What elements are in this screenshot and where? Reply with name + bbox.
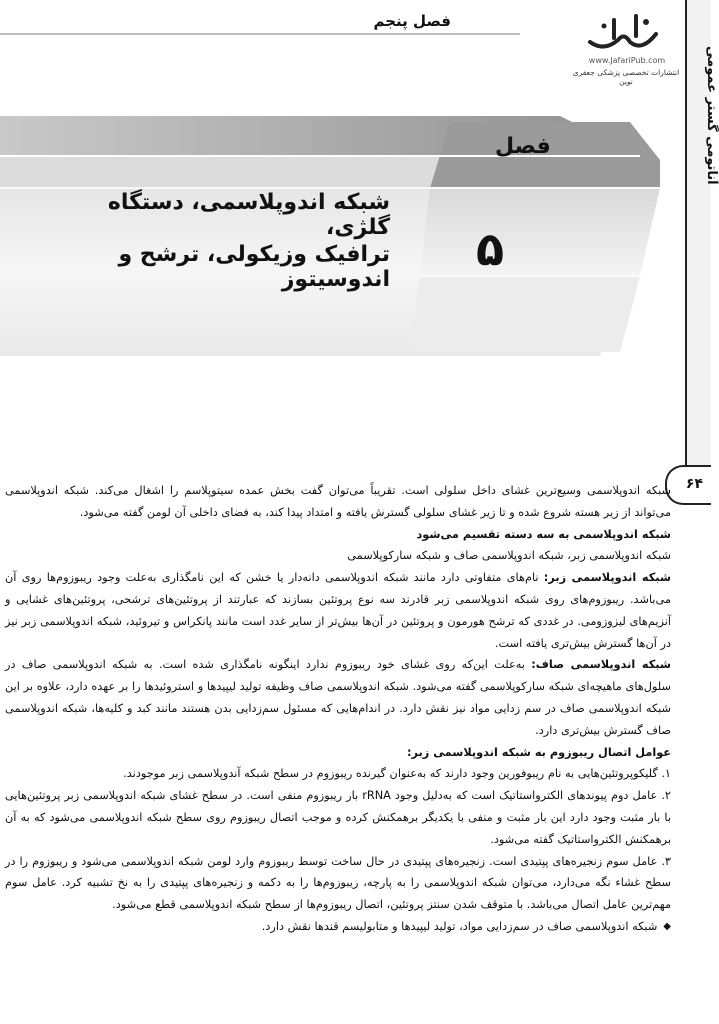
list-item: ۳. عامل سوم زنجیره‌های پپتیدی است. زنجیره‌های پپتیدی در حال ساخت توسط ریبوزوم وارد لومن شبکه اندوپلاسمی می‌شود و ریبوزوم را در سطح غشاء نگه می‌دارد، می‌توان شبکه اندوپلاسمی را به پارچه، ریبوزوم‌ها را به دکمه و زنجیره‌های پپتیدی را به نخ تشبیه کرد. عامل سوم مهم‌ترین عامل اتصال می‌باشد. با متوقف شدن سنتز پروتئین، اتصال ریبوزوم‌ها از سطح شبکه اندوپلاسمی قطع می‌شود. <box>5 854 671 912</box>
factors-heading: عوامل اتصال ریبوزوم به شبکه اندوپلاسمی زبر: <box>407 745 671 759</box>
smooth-er-term: شبکه اندوپلاسمی صاف: <box>531 658 671 672</box>
chapter-number: ۵ <box>476 222 505 276</box>
logo-mark <box>584 12 664 54</box>
publisher-logo <box>566 12 678 84</box>
body-text <box>5 480 671 938</box>
chapter-header: فصل پنجم <box>373 12 451 30</box>
factors-list <box>5 763 671 916</box>
note-text: شبکه اندوپلاسمی صاف در سم‌زدایی مواد، تولید لیپیدها و متابولیسم قندها نقش دارد. <box>261 919 658 933</box>
types-list: شبکه اندوپلاسمی زبر، شبکه اندوپلاسمی صاف و شبکه سارکوپلاسمی <box>347 549 671 563</box>
page-number: ۶۴ <box>685 476 703 492</box>
rough-er-term: شبکه اندوپلاسمی زبر: <box>543 571 672 585</box>
logo-mark-text: جعفری <box>584 12 587 13</box>
rough-er-paragraph <box>5 567 671 654</box>
smooth-er-text: به‌علت این‌که روی غشای خود ریبوزوم ندارد اینگونه نامگذاری شده است. به شبکه اندوپلاسمی صاف در سلول‌های ماهیچه‌ای شبکه سارکوپلاسمی گفته می‌شود. شبکه اندوپلاسمی صاف وظیفه تولید لیپیدها و استروئیدها را بر عهده دارد، علاوه بر این شبکه اندوپلاسمی صاف در سم زدایی مواد نیز نقش دارد. در اندام‌هایی که مسئول سم‌زدایی بدن هستند مانند کبد و کلیه‌ها، شبکه اندوپلاسمی صاف گسترش بیش‌تری دارد. <box>5 658 671 737</box>
diamond-bullet-icon: ◆ <box>663 920 671 932</box>
smooth-er-paragraph <box>5 654 671 741</box>
intro-paragraph: شبکه اندوپلاسمی وسیع‌ترین غشای داخل سلولی است. تقریباً می‌توان گفت بخش عمده سیتوپلاسم را اشغال می‌کند. شبکه اندوپلاسمی می‌تواند از زیر هسته شروع شده و تا زیر غشای سلولی گسترش یافته و امتداد پیدا کند، به فضای داخلی آن لومن گفته می‌شود. <box>5 484 671 519</box>
note-bullet <box>5 916 671 938</box>
logo-name: انتشارات تخصصی پزشکی جعفری نوین <box>572 68 680 86</box>
chapter-label: فصل <box>495 134 551 159</box>
types-heading: شبکه اندوپلاسمی به سه دسته تقسیم می‌شود <box>416 527 671 541</box>
logo-url: www.JafariPub.com <box>588 56 666 65</box>
list-item: ۲. عامل دوم پیوندهای الکترواستاتیک است که به‌دلیل وجود rRNA بار ریبوزوم منفی است. در سطح غشای شبکه اندوپلاسمی زبر پروتئین‌هایی با بار مثبت وجود دارد این بار مثبت و منفی با یکدیگر برهمکنش کرده و موجب اتصال ریبوزوم روی سطح شبکه اندوپلاسمی می‌شود که به آن برهمکنش الکترواستاتیک گفته می‌شود. <box>5 789 671 846</box>
chapter-title-line-1: شبکه اندوپلاسمی، دستگاه گلژی، <box>107 190 390 240</box>
book-title: آناتومی گستر عمومی <box>704 46 719 185</box>
list-item: ۱. گلیکوپروتئین‌هایی به نام ریبوفورین وجود دارند که به‌عنوان گیرنده ریبوزوم در سطح شبکه آندوپلاسمی زبر موجودند. <box>123 767 671 781</box>
rough-er-text: نام‌های متفاوتی دارد مانند شبکه اندوپلاسمی دانه‌دار یا خشن که این نامگذاری به‌علت وجود ریبوزوم‌ها روی آن می‌باشد. ریبوزوم‌های روی شبکه اندوپلاسمی زبر قادرند سه نوع پروتئین بسازند که عبارتند از پروتئین‌های ترشحی، پروتئین‌های غشایی و آنزیم‌های لیزوزومی. در غددی که ترشح هورمون و پروتئین در آن‌ها بیش‌تر از سایر غدد است مانند پانکراس و تیروئید، شبکه اندوپلاسمی زبر نیز در آن‌ها گسترش بیش‌تری یافته است. <box>5 571 671 650</box>
chapter-title-line-2: ترافیک وزیکولی، ترشح و اندوسیتوز <box>118 242 390 292</box>
header-rule <box>0 33 520 35</box>
